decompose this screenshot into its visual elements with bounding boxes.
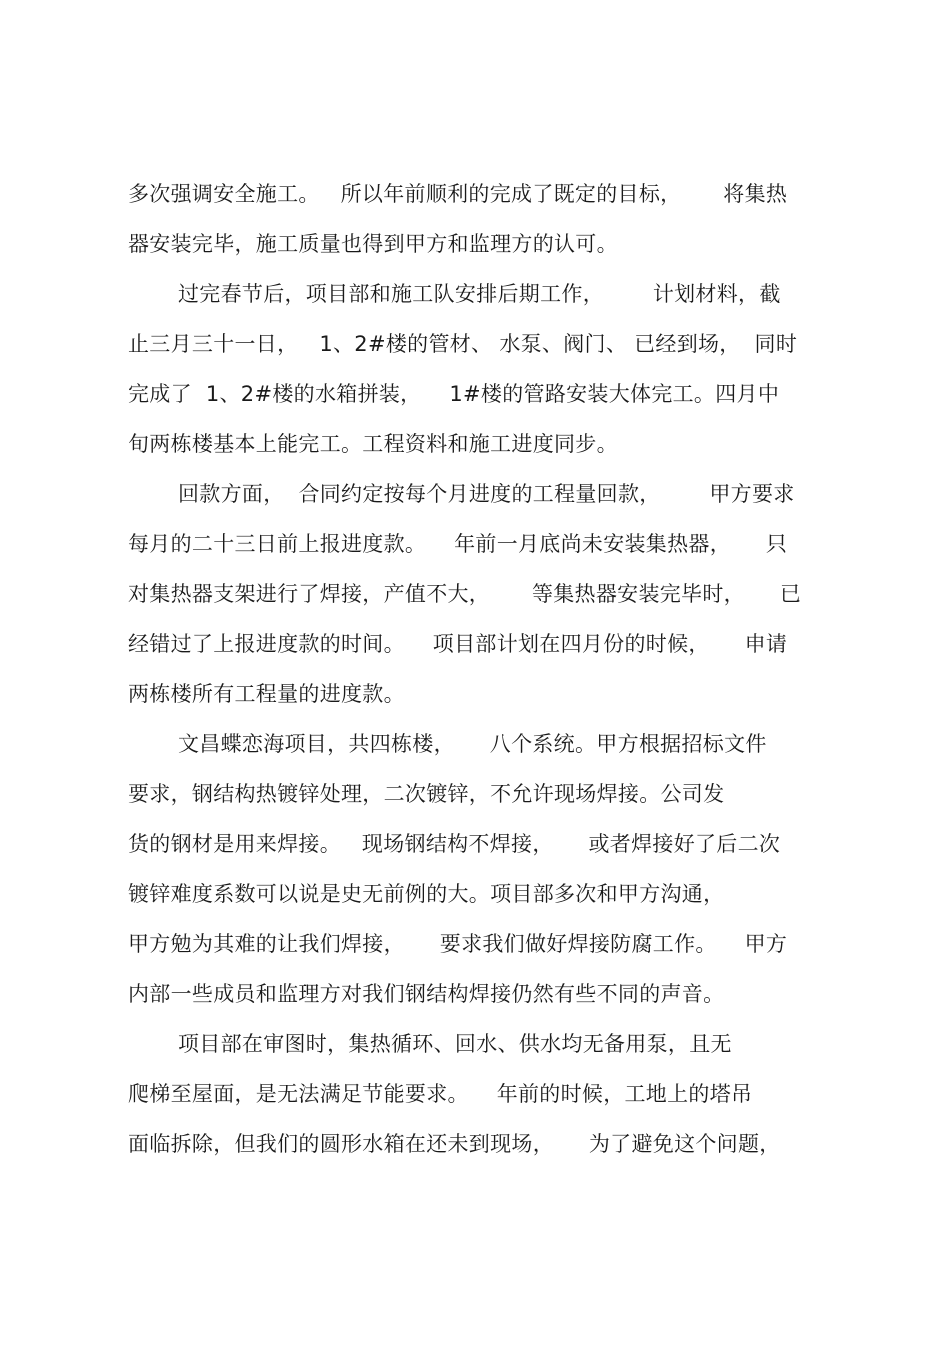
- paragraph-2-line-2: 止三月三十一日， 1、2#楼的管材、 水泵、阀门、 已经到场， 同时: [128, 332, 798, 356]
- paragraph-2-line-1: 过完春节后，项目部和施工队安排后期工作， 计划材料，截: [178, 282, 781, 306]
- paragraph-2-line-3: 完成了 1、2#楼的水箱拼装， 1#楼的管路安装大体完工。四月中: [128, 382, 780, 406]
- paragraph-5-line-2: 爬梯至屋面，是无法满足节能要求。 年前的时候，工地上的塔吊: [128, 1082, 753, 1106]
- paragraph-4-line-6: 内部一些成员和监理方对我们钢结构焊接仍然有些不同的声音。: [128, 982, 725, 1006]
- paragraph-4-line-2: 要求，钢结构热镀锌处理，二次镀锌，不允许现场焊接。公司发: [128, 782, 725, 806]
- paragraph-5-line-1: 项目部在审图时，集热循环、回水、供水均无备用泵，且无: [178, 1032, 732, 1056]
- paragraph-1-line-2: 器安装完毕，施工质量也得到甲方和监理方的认可。: [128, 232, 618, 256]
- paragraph-5-line-3: 面临拆除，但我们的圆形水箱在还未到现场， 为了避免这个问题，: [128, 1132, 781, 1156]
- paragraph-3-line-4: 经错过了上报进度款的时间。 项目部计划在四月份的时候， 申请: [128, 632, 788, 656]
- paragraph-1-line-1: 多次强调安全施工。 所以年前顺利的完成了既定的目标， 将集热: [128, 182, 788, 206]
- paragraph-3-line-2: 每月的二十三日前上报进度款。 年前一月底尚未安装集热器， 只: [128, 532, 788, 556]
- paragraph-2-line-4: 旬两栋楼基本上能完工。工程资料和施工进度同步。: [128, 432, 618, 456]
- paragraph-3-line-5: 两栋楼所有工程量的进度款。: [128, 682, 405, 706]
- paragraph-4-line-4: 镀锌难度系数可以说是史无前例的大。项目部多次和甲方沟通，: [128, 882, 725, 906]
- paragraph-3-line-1: 回款方面， 合同约定按每个月进度的工程量回款， 甲方要求: [178, 482, 795, 506]
- paragraph-4-line-5: 甲方勉为其难的让我们焊接， 要求我们做好焊接防腐工作。 甲方: [128, 932, 788, 956]
- paragraph-3-line-3: 对集热器支架进行了焊接，产值不大， 等集热器安装完毕时， 已: [128, 582, 802, 606]
- paragraph-4-line-3: 货的钢材是用来焊接。 现场钢结构不焊接， 或者焊接好了后二次: [128, 832, 781, 856]
- paragraph-4-line-1: 文昌蝶恋海项目，共四栋楼， 八个系统。甲方根据招标文件: [178, 732, 767, 756]
